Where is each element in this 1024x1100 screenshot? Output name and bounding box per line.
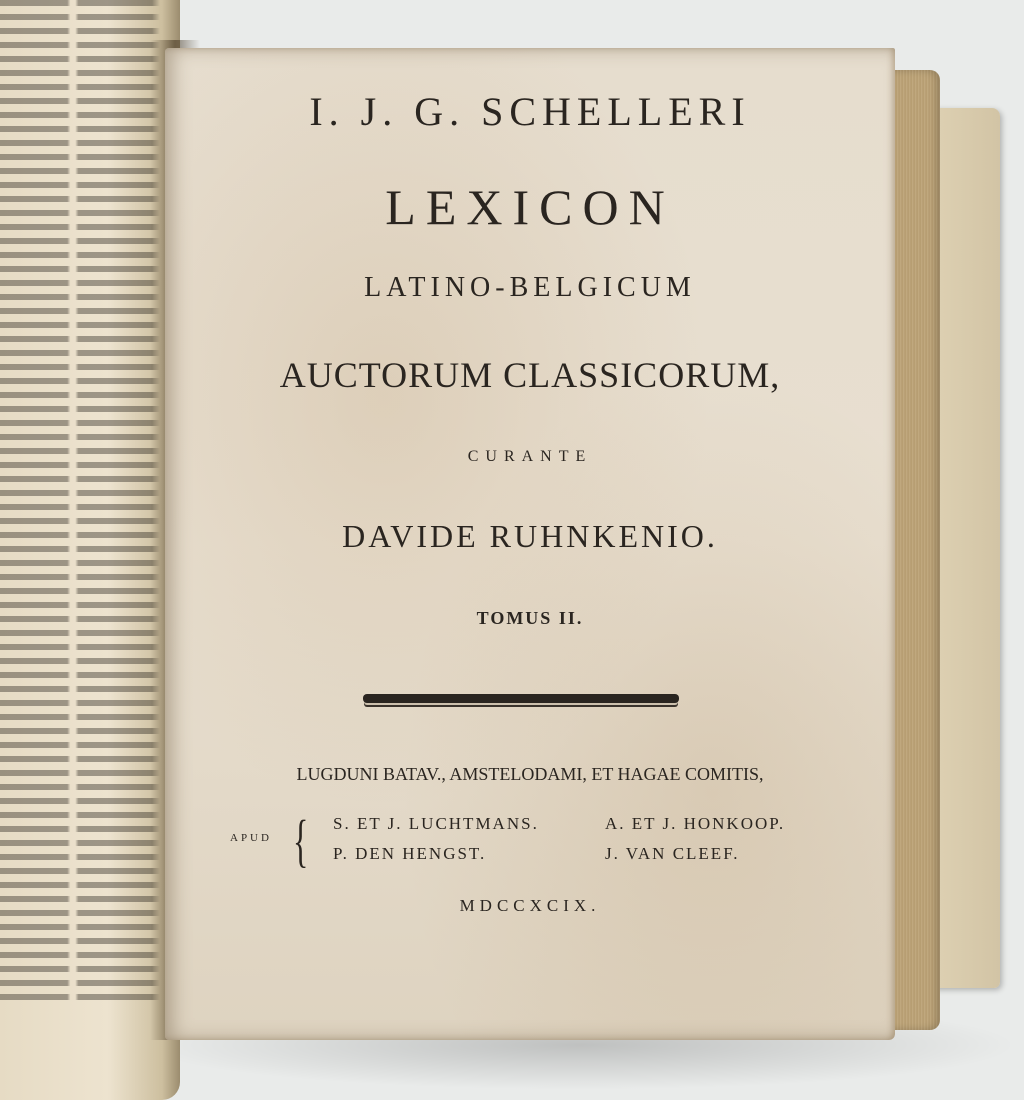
publisher-name: S. ET J. LUCHTMANS. xyxy=(333,814,539,833)
publisher-name: P. DEN HENGST. xyxy=(333,844,487,863)
editor-line: DAVIDE RUHNKENIO. xyxy=(342,518,718,554)
year-line: MDCCXCIX. xyxy=(459,896,601,915)
subtitle2-line: AUCTORUM CLASSICORUM, xyxy=(279,355,781,395)
subtitle-line: LATINO-BELGICUM xyxy=(364,272,696,303)
publisher-name: A. ET J. HONKOOP. xyxy=(605,814,786,833)
author-line: I. J. G. SCHELLERI xyxy=(309,89,751,134)
imprint-places: LUGDUNI BATAV., AMSTELODAMI, ET HAGAE COMITIS, xyxy=(296,764,764,784)
ornamental-rule xyxy=(363,694,679,703)
curante-line: CURANTE xyxy=(467,448,593,465)
title-page xyxy=(165,48,895,1040)
brace-icon: { xyxy=(293,808,309,873)
left-page-text-columns xyxy=(0,0,160,1000)
apud-label: APUD xyxy=(230,832,272,844)
title-line: LEXICON xyxy=(385,179,675,235)
volume-line: TOMUS II. xyxy=(476,608,584,628)
publisher-name: J. VAN CLEEF. xyxy=(605,844,740,863)
